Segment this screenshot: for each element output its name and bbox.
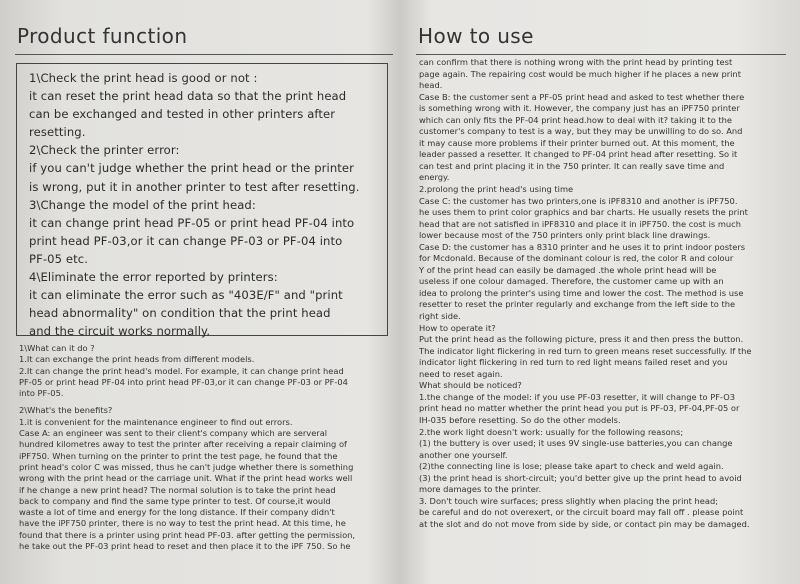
box-line: it can eliminate the error such as "403E/F" and "print (29, 288, 343, 303)
text-line: more damages to the printer. (419, 484, 542, 495)
box-line: print head PF-03,or it can change PF-03 or PF-04 into (29, 233, 343, 248)
how-to-use-heading: How to use (418, 24, 534, 48)
box-line: it can reset the print head data so that the print head (29, 89, 347, 104)
text-line: Y of the print head can easily be damaged .the whole print head will be (419, 264, 717, 275)
text-line: 3. Don't touch wire surfaces; press slightly when placing the print head; (419, 495, 719, 506)
right-body-text (419, 57, 789, 530)
text-line: can confirm that there is nothing wrong with the print head by printing test (419, 57, 733, 67)
text-line: (1) the buttery is over used; it uses 9V single-use batteries,you can change (419, 438, 733, 449)
text-line: How to operate it? (419, 322, 496, 333)
text-line: 1.the change of the model: if you use PF-03 resetter, it will change to PF-O3 (419, 391, 736, 402)
text-line: 2.It can change the print head's model. For example, it can change print head (19, 365, 344, 376)
text-line: right side. (419, 311, 461, 322)
text-line: found that there is a printer using print head PF-03. after getting the permission, (19, 529, 356, 540)
box-line: 1\Check the print head is good or not : (29, 71, 258, 85)
text-line: for Mcdonald. Because of the dominant colour is red, the color R and colour (419, 253, 734, 264)
text-line: hundred kilometres away to test the printer after receiving a repair claiming of (19, 439, 347, 450)
text-line: indicator light flickering in red turn to red light means failed reset and you (419, 357, 728, 368)
text-line: wrong with the print head or the carriage unit. What if the print head works well (19, 473, 353, 484)
text-line: idea to prolong the printer's using time and lower the cost. The method is use (419, 287, 744, 298)
text-line: energy. (419, 172, 450, 183)
text-line: 1.it is convenient for the maintenance engineer to find out errors. (19, 416, 293, 427)
text-line: it may cause more problems if their printer burned out. At this moment, the (419, 137, 735, 148)
text-line: lower because most of the 750 printers only print black line drawings. (419, 230, 711, 241)
text-line: print head no matter whether the print head you put is PF-03, PF-04,PF-05 or (419, 403, 740, 414)
text-line: at the slot and do not move from side by side, or contact pin may be damaged. (419, 518, 750, 529)
text-line: which can only fits the PF-04 print head.how to deal with it? taking it to the (419, 114, 733, 125)
text-line: PF-05 or print head PF-04 into print head PF-03,or it can change PF-03 or PF-04 (19, 376, 348, 387)
product-function-heading: Product function (17, 24, 188, 48)
text-line: customer's company to test is a way, but they may be unwilling to do so. And (419, 126, 743, 137)
box-line: head abnormality" on condition that the print head (29, 306, 331, 321)
text-line: need to reset again. (419, 368, 503, 379)
box-line: 2\Check the printer error: (29, 143, 180, 158)
text-line: back to company and find the same type printer to test. Of course,it would (19, 495, 331, 506)
text-line: head that are not satisfied in iPF8310 and place it in iPF750. the cost is much (419, 218, 741, 229)
box-line: 3\Change the model of the print head: (29, 197, 256, 212)
text-line: leader passed a resetter. It changed to PF-04 print head after resetting. So it (419, 149, 738, 160)
text-line: print head's color C was missed, thus he can't judge whether there is something (19, 461, 354, 472)
text-line: be careful and do not overexert, or the circuit board may fall off . please point (419, 507, 744, 518)
box-line: if you can't judge whether the print head or the printer (29, 161, 355, 176)
text-line: is something wrong with it. However, the company just has an iPF750 printer (419, 103, 740, 114)
box-line: resetting. (29, 125, 86, 140)
text-line: into PF-05. (19, 388, 64, 399)
box-line: PF-05 etc. (29, 251, 89, 266)
box-line: 4\Eliminate the error reported by printers: (29, 270, 278, 285)
right-page (401, 0, 800, 584)
text-line: Case C: the customer has two printers,one is iPF8310 and another is iPF750. (419, 195, 738, 206)
text-line: 2.the work light doesn't work: usually for the following reasons; (419, 426, 684, 437)
heading-underline (416, 54, 786, 55)
text-line: The indicator light flickering in red turn to green means reset successfully. If the (419, 345, 752, 356)
heading-underline (15, 54, 393, 55)
box-line: is wrong, put it in another printer to test after resetting. (29, 179, 360, 194)
text-line: have the iPF750 printer, there is no way to test the print head. At this time, he (19, 518, 346, 529)
text-line: page again. The repairing cost would be much higher if he places a new print (419, 68, 741, 79)
box-line: it can change print head PF-05 or print head PF-04 into (29, 215, 355, 230)
text-line: waste a lot of time and energy for the long distance. If their company didn't (19, 507, 335, 518)
text-line: (3) the print head is short-circuit; you'd better give up the print head to avoid (419, 472, 742, 483)
text-line: he uses them to print color graphics and bar charts. He usually resets the print (419, 207, 748, 218)
text-line: resetter to reset the printer regularly and exchange from the left side to the (419, 299, 736, 310)
text-line: another one yourself. (419, 449, 508, 460)
text-line: 2.prolong the print head's using time (419, 184, 574, 195)
text-line: useless if one colour damaged. Therefore, the customer came up with an (419, 276, 724, 287)
text-line: iPF750. When turning on the printer to print the test page, he found that the (19, 450, 338, 461)
function-box (16, 63, 388, 339)
text-line: if he change a new print head? The normal solution is to take the print head (19, 484, 336, 495)
text-line: head. (419, 80, 443, 91)
box-line: can be exchanged and tested in other printers after (29, 107, 336, 122)
text-line: Case D: the customer has a 8310 printer and he uses it to print indoor posters (419, 241, 746, 252)
text-line: (2)the connecting line is lose; please take apart to check and weld again. (419, 461, 724, 472)
text-line: What should be noticed? (419, 380, 522, 391)
text-line: he take out the PF-03 print head to reset and then place it to the iPF 750. So he (19, 541, 351, 552)
text-line: 2\What's the benefits? (19, 405, 113, 416)
box-line: and the circuit works normally. (29, 324, 211, 339)
text-line: Put the print head as the following picture, press it and then press the button. (419, 334, 744, 345)
text-line: Case A: an engineer was sent to their client's company which are serveral (19, 428, 328, 439)
text-line: 1.It can exchange the print heads from different models. (19, 354, 255, 365)
left-body-text (19, 343, 389, 552)
text-line: 1\What can it do ? (19, 343, 95, 353)
text-line: Case B: the customer sent a PF-05 print head and asked to test whether there (419, 91, 745, 102)
text-line: can test and print placing it in the 750 printer. It can really save time and (419, 160, 725, 171)
text-line: IH-035 before resetting. So do the other models. (419, 414, 621, 425)
